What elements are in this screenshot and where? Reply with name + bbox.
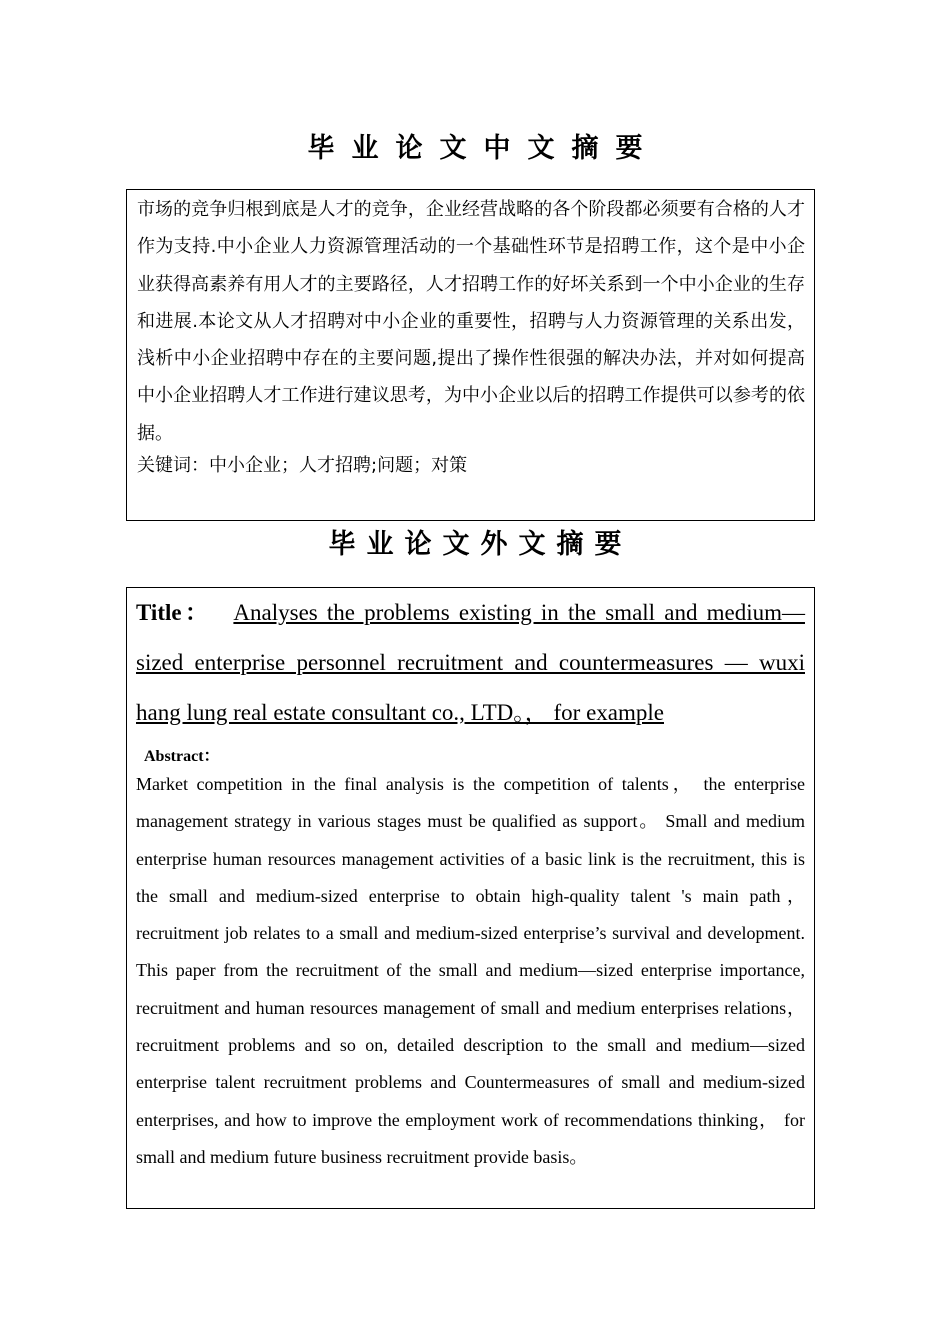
chinese-abstract-text: 市场的竞争归根到底是人才的竞争，企业经营战略的各个阶段都必须要有合格的人才作为支持.中小企业人力资源管理活动的一个基础性环节是招聘工作，这个是中小企业获得高素养有用人才的主要路径，人才招聘工作的好坏关系到一个中小企业的生存和进展.本论文从人才招聘对中小企业的重要性，招聘与人力资源管理的关系出发，浅析中小企业招聘中存在的主要问题,提出了操作性很强的解决办法，并对如何提高中小企业招聘人才工作进行建议思考，为中小企业以后的招聘工作提供可以参考的依据。 [137, 199, 805, 444]
abstract-label: Abstract： [144, 748, 220, 765]
thesis-title [136, 588, 805, 738]
title-text: Analyses the problems existing in the small and medium—sized enterprise personnel recruitment and countermeasures — wuxi hang lung real estate consultant co., LTD。， for example [136, 600, 805, 725]
english-abstract-text: Market competition in the final analysis is the competition of talents， the enterprise management strategy in various stages must be qualified as support。 Small and medium enterprise human resources management activities of a basic link is the recruitment, this is the small and medium-sized enterprise to obtain high-quality talent 's main path， recruitment job relates to a small and medium-sized enterprise’s survival and development. This paper from the recruitment of the small and medium—sized enterprise importance, recruitment and human resources management of small and medium enterprises relations， recruitment problems and so on, detailed description to the small and medium—sized enterprise talent recruitment problems and Countermeasures of small and medium-sized enterprises, and how to improve the employment work of recommendations thinking， for small and medium future business recruitment provide basis。 [136, 774, 805, 1167]
foreign-abstract-box [126, 587, 815, 1209]
chinese-abstract-box [126, 189, 815, 521]
title-label: Title： [136, 600, 212, 625]
chinese-keywords: 关键词：中小企业；人才招聘;问题；对策 [137, 455, 468, 477]
chinese-abstract-heading: 毕业论文中文摘要 [307, 133, 660, 164]
foreign-abstract-heading: 毕业论文外文摘要 [328, 529, 633, 560]
